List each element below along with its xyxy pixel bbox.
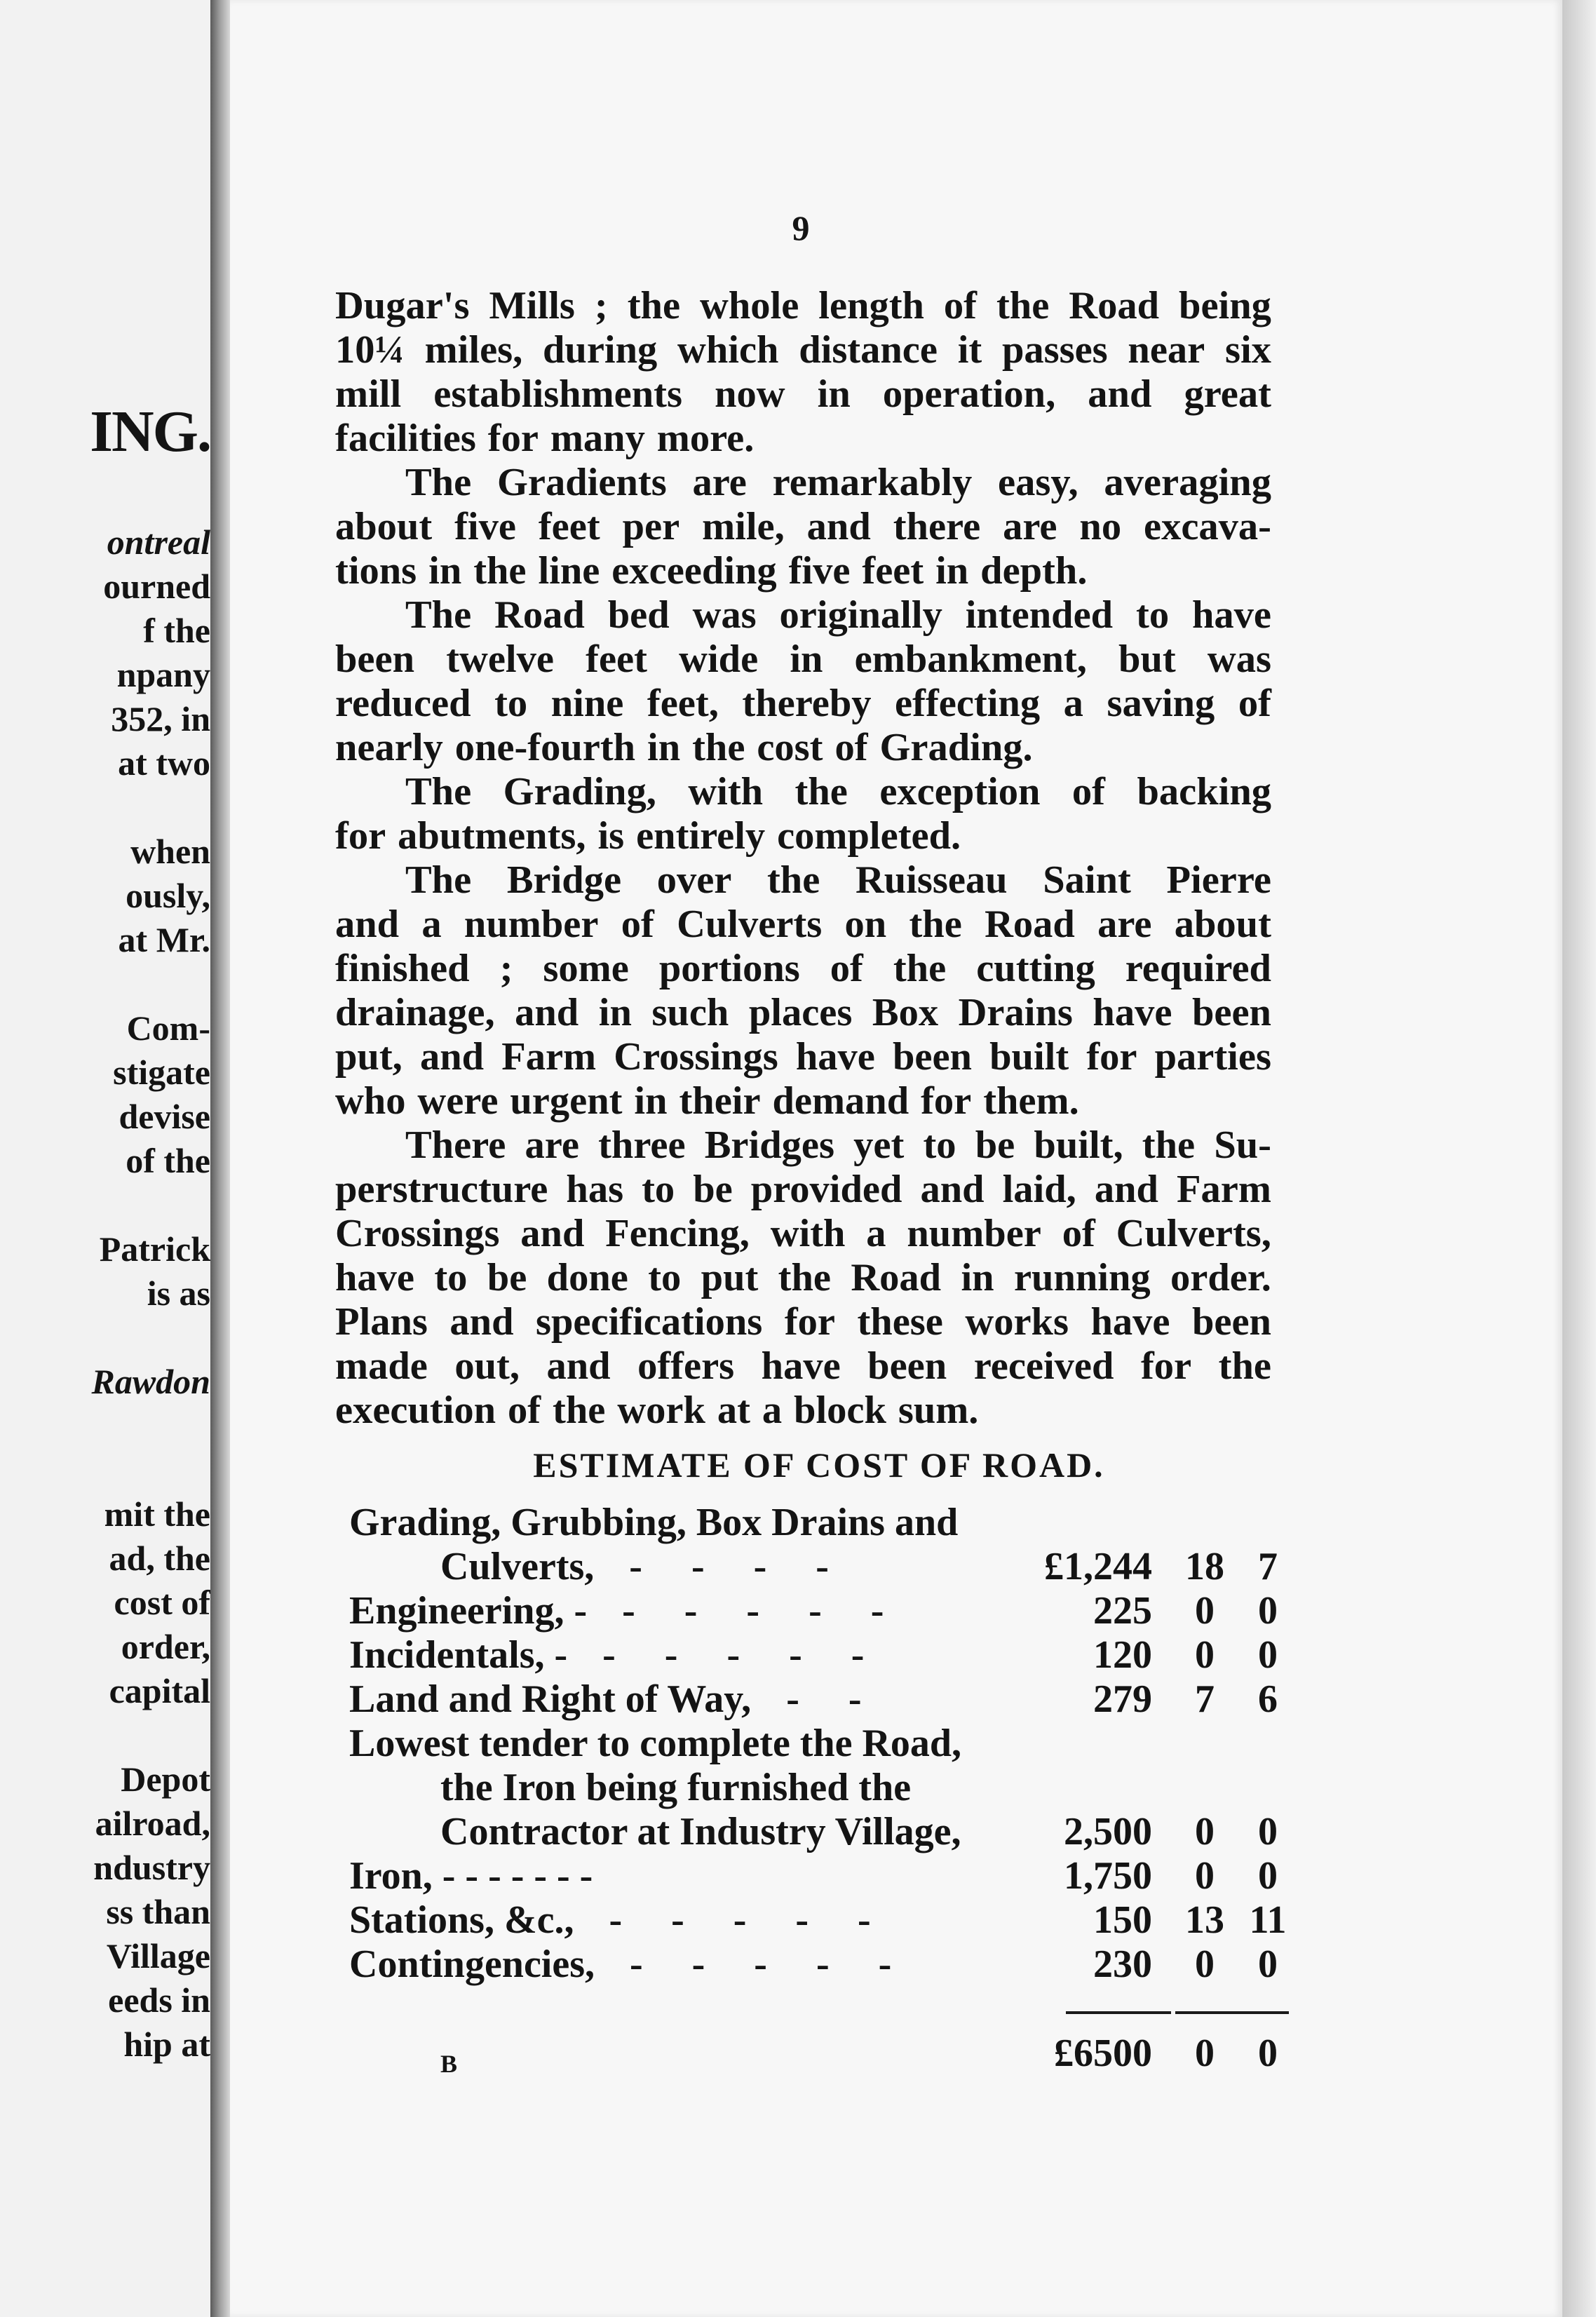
body-line: Dugar's Mills ; the whole length of the Road being — [335, 284, 1271, 327]
leader-dashes: - - - - - — [630, 1943, 892, 1986]
body-line: who were urgent in their demand for them. — [335, 1079, 1079, 1123]
estimate-shillings: 7 — [1195, 1677, 1215, 1721]
body-line: Crossings and Fencing, with a number of Culverts, — [335, 1212, 1271, 1255]
estimate-pounds: 1,750 — [1064, 1854, 1152, 1898]
estimate-row — [349, 1810, 1289, 1854]
estimate-shillings: 0 — [1195, 1854, 1215, 1898]
estimate-pounds: 120 — [1093, 1633, 1152, 1677]
body-line: reduced to nine feet, thereby effecting a saving of — [335, 682, 1271, 725]
facing-page-line: f the — [143, 611, 210, 650]
estimate-shillings: 0 — [1195, 1943, 1215, 1986]
estimate-pence: 7 — [1258, 1545, 1278, 1588]
facing-page-line: ndustry — [93, 1848, 210, 1887]
facing-page-line: ad, the — [109, 1539, 210, 1578]
estimate-row — [349, 1545, 1289, 1589]
estimate-row — [349, 1589, 1289, 1633]
estimate-pounds: 150 — [1093, 1898, 1152, 1942]
body-line: perstructure has to be provided and laid, and Farm — [335, 1168, 1271, 1211]
facing-page-line: ING. — [90, 399, 210, 464]
body-line: facilities for many more. — [335, 417, 755, 460]
estimate-item-label: Culverts, — [440, 1545, 595, 1588]
facing-page-line: of the — [126, 1141, 210, 1180]
estimate-item-label: Lowest tender to complete the Road, — [349, 1722, 962, 1765]
estimate-item-label: Contractor at Industry Village, — [440, 1810, 961, 1853]
estimate-shillings: 0 — [1195, 1589, 1215, 1633]
estimate-item-label: Incidentals, - — [349, 1633, 568, 1677]
estimate-item-label: the Iron being furnished the — [440, 1766, 912, 1809]
estimate-row — [349, 1633, 1289, 1677]
facing-page-line: when — [130, 832, 210, 871]
estimate-shillings: 0 — [1195, 1633, 1215, 1677]
estimate-pounds: £1,244 — [1044, 1545, 1152, 1588]
body-line: tions in the line exceeding five feet in depth. — [335, 549, 1088, 593]
leader-dashes: - - - - - — [602, 1633, 865, 1677]
facing-page-line: 352, in — [111, 699, 210, 738]
book-gutter — [210, 0, 230, 2317]
body-line: mill establishments now in operation, and great — [335, 372, 1271, 416]
facing-page-line: stigate — [113, 1053, 210, 1092]
body-line: 10¼ miles, during which distance it passes near six — [335, 328, 1271, 372]
signature-mark: B — [440, 2050, 458, 2078]
page-number: 9 — [792, 208, 810, 248]
page-edge — [1562, 0, 1596, 2317]
leader-dashes: - - — [786, 1677, 862, 1721]
estimate-item-label: Contingencies, — [349, 1943, 595, 1986]
body-line: finished ; some portions of the cutting required — [335, 947, 1271, 990]
facing-page-line: ously, — [126, 876, 210, 915]
total-rule — [1066, 2011, 1289, 2014]
body-line: The Bridge over the Ruisseau Saint Pierre — [405, 858, 1271, 902]
leader-dashes: - - - - - — [622, 1589, 884, 1633]
facing-page-line: ourned — [103, 567, 210, 606]
estimate-pence: 0 — [1258, 1943, 1278, 1986]
facing-page-line: ontreal — [107, 522, 210, 562]
facing-page-line: Depot — [121, 1759, 210, 1799]
body-line: Plans and specifications for these works have been — [335, 1300, 1271, 1344]
estimate-row — [349, 1898, 1289, 1943]
facing-page-line: Com- — [126, 1008, 210, 1048]
estimate-row — [349, 1677, 1289, 1722]
facing-page-line: order, — [121, 1627, 210, 1666]
facing-page-line: is as — [147, 1274, 210, 1313]
facing-page-line: eeds in — [108, 1980, 210, 2020]
estimate-row — [349, 1722, 1289, 1766]
estimate-pounds: 230 — [1093, 1943, 1152, 1986]
estimate-item-label: Iron, - - - - - - - — [349, 1854, 593, 1898]
estimate-pounds: 279 — [1093, 1677, 1152, 1721]
facing-page-line: ss than — [106, 1892, 210, 1931]
estimate-row — [349, 1854, 1289, 1898]
body-line: nearly one-fourth in the cost of Grading. — [335, 726, 1033, 769]
facing-page-line: devise — [119, 1097, 210, 1136]
body-line: for abutments, is entirely completed. — [335, 814, 961, 858]
leader-dashes: - - - - — [629, 1545, 829, 1588]
body-line: about five feet per mile, and there are no excava- — [335, 505, 1271, 548]
facing-page-line: Patrick — [99, 1229, 210, 1269]
body-text — [335, 284, 1271, 1433]
estimate-shillings: 0 — [1195, 1810, 1215, 1853]
estimate-shillings: 18 — [1185, 1545, 1224, 1588]
facing-page-line: cost of — [114, 1583, 210, 1622]
total-pounds: £6500 — [1054, 2032, 1152, 2075]
estimate-row — [349, 1766, 1289, 1810]
estimate-item-label: Engineering, - — [349, 1589, 588, 1633]
body-line: There are three Bridges yet to be built, the Su- — [405, 1123, 1271, 1167]
body-line: The Grading, with the exception of backing — [405, 770, 1271, 813]
body-line: made out, and offers have been received for the — [335, 1344, 1271, 1388]
estimate-pence: 0 — [1258, 1633, 1278, 1677]
body-line: put, and Farm Crossings have been built for parties — [335, 1035, 1271, 1079]
facing-page-line: Village — [106, 1936, 210, 1975]
facing-page-line: mit the — [104, 1494, 210, 1534]
body-line: execution of the work at a block sum. — [335, 1389, 979, 1432]
body-line: The Gradients are remarkably easy, averaging — [405, 461, 1271, 504]
facing-page-line: ailroad, — [95, 1804, 210, 1843]
estimate-pence: 0 — [1258, 1810, 1278, 1853]
body-line: The Road bed was originally intended to have — [405, 593, 1271, 637]
estimate-table — [349, 1501, 1289, 1987]
facing-page-line: Rawdon — [91, 1362, 210, 1401]
facing-page-line: capital — [109, 1671, 210, 1710]
estimate-pounds: 225 — [1093, 1589, 1152, 1633]
leader-dashes: - - - - - — [609, 1898, 871, 1942]
facing-page-line: hip at — [123, 2025, 210, 2064]
estimate-row — [349, 1943, 1289, 1987]
body-line: and a number of Culverts on the Road are about — [335, 903, 1271, 946]
estimate-item-label: Stations, &c., — [349, 1898, 574, 1942]
estimate-pence: 0 — [1258, 1589, 1278, 1633]
facing-page-line: at Mr. — [118, 920, 210, 959]
body-line: been twelve feet wide in embankment, but was — [335, 637, 1271, 681]
estimate-pence: 0 — [1258, 1854, 1278, 1898]
estimate-total-row — [349, 2031, 1289, 2075]
estimate-row — [349, 1501, 1289, 1545]
body-line: have to be done to put the Road in running order. — [335, 1256, 1271, 1299]
facing-page-line: npany — [116, 655, 210, 694]
estimate-item-label: Land and Right of Way, — [349, 1677, 752, 1721]
estimate-title: ESTIMATE OF COST OF ROAD. — [533, 1445, 1105, 1485]
facing-page-fragment — [0, 0, 210, 2317]
estimate-pence: 11 — [1249, 1898, 1287, 1942]
estimate-shillings: 13 — [1185, 1898, 1224, 1942]
body-line: drainage, and in such places Box Drains have been — [335, 991, 1271, 1034]
total-shillings: 0 — [1195, 2032, 1215, 2075]
estimate-pounds: 2,500 — [1064, 1810, 1152, 1853]
total-pence: 0 — [1258, 2032, 1278, 2075]
estimate-pence: 6 — [1258, 1677, 1278, 1721]
facing-page-line: at two — [118, 743, 210, 783]
estimate-item-label: Grading, Grubbing, Box Drains and — [349, 1501, 959, 1544]
